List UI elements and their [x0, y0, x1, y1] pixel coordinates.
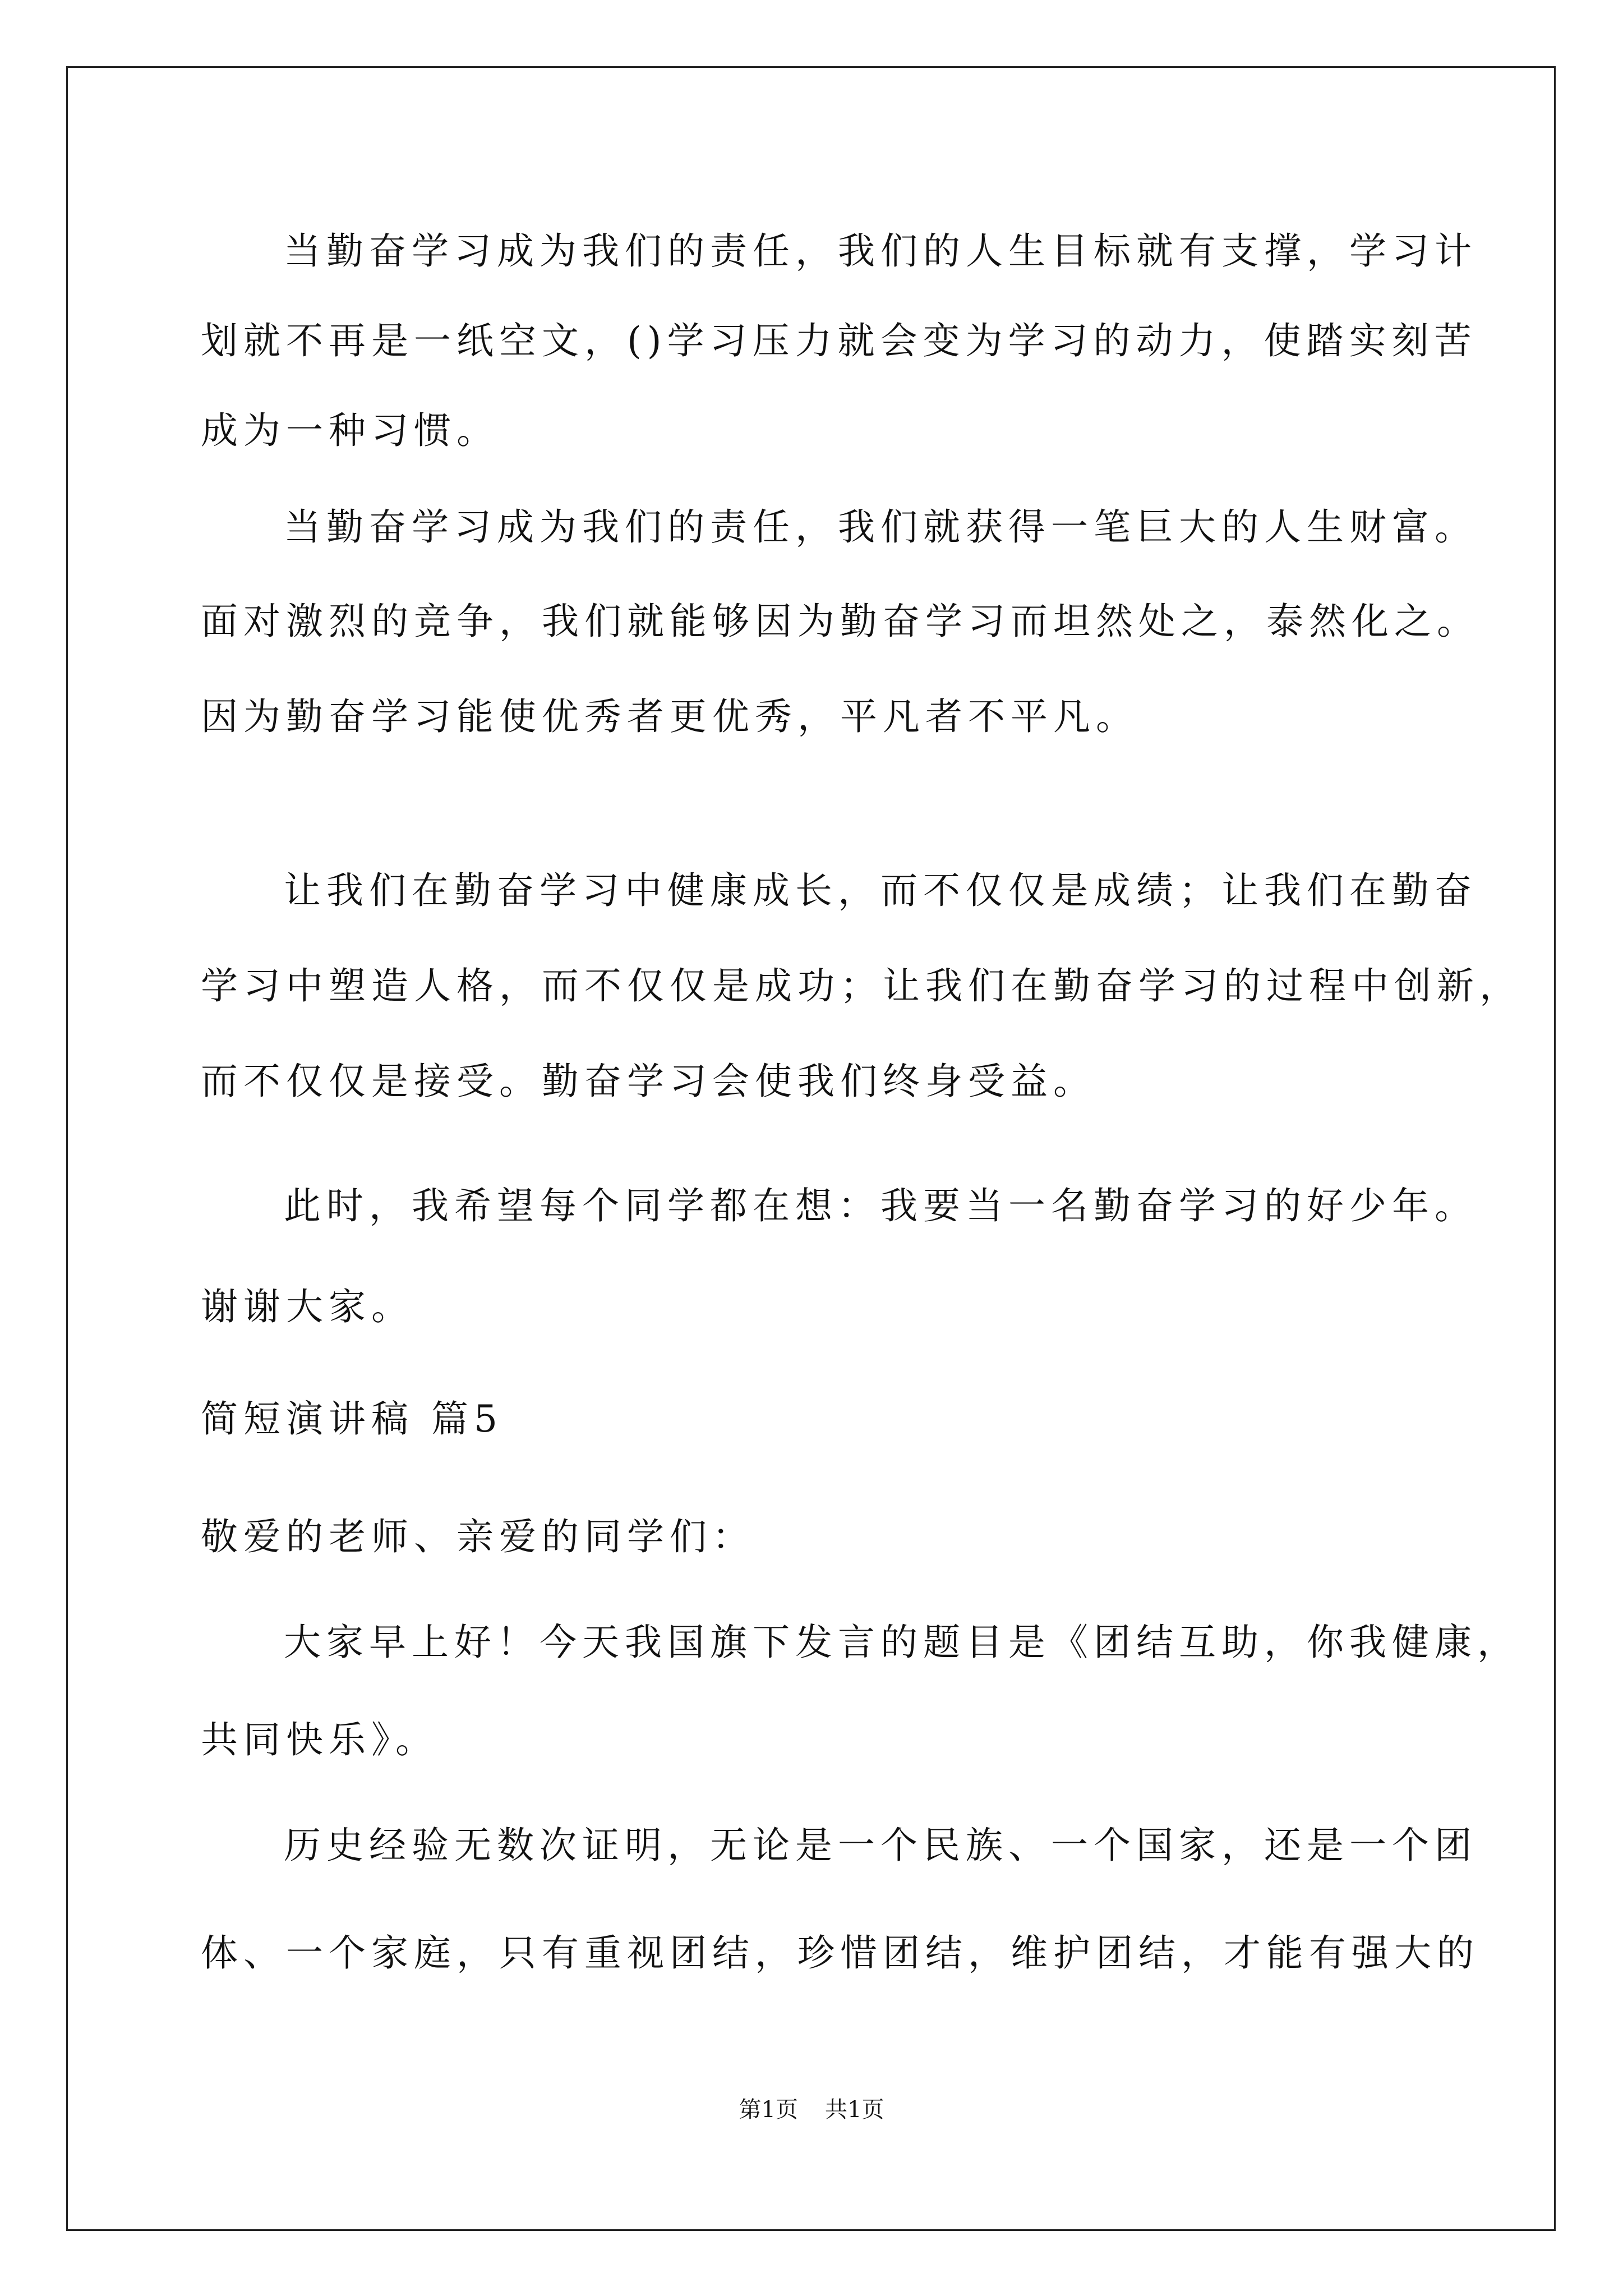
- paragraph-line: 谢谢大家。: [201, 1285, 414, 1328]
- paragraph-line: 大家早上好！今天我国旗下发言的题目是《团结互助，你我健康，: [284, 1621, 1520, 1664]
- paragraph-line: 此时，我希望每个同学都在想：我要当一名勤奋学习的好少年。: [284, 1184, 1477, 1227]
- page-number-total: 共1页: [825, 2097, 884, 2123]
- salutation: 敬爱的老师、亲爱的同学们：: [201, 1515, 755, 1558]
- paragraph-line: 历史经验无数次证明，无论是一个民族、一个国家，还是一个团: [284, 1824, 1477, 1867]
- paragraph-line: 体、一个家庭，只有重视团结，珍惜团结，维护团结，才能有强大的: [201, 1931, 1479, 1975]
- paragraph-line: 当勤奋学习成为我们的责任，我们就获得一笔巨大的人生财富。: [284, 505, 1477, 549]
- page-border: [66, 66, 1556, 2231]
- paragraph-line: 划就不再是一纸空文，()学习压力就会变为学习的动力，使踏实刻苦: [201, 319, 1477, 362]
- paragraph-line: 而不仅仅是接受。勤奋学习会使我们终身受益。: [201, 1060, 1096, 1103]
- paragraph-line: 因为勤奋学习能使优秀者更优秀，平凡者不平凡。: [201, 695, 1138, 738]
- page-footer: [0, 2095, 1623, 2124]
- paragraph-line: 共同快乐》。: [201, 1718, 438, 1761]
- paragraph-line: 学习中塑造人格，而不仅仅是成功；让我们在勤奋学习的过程中创新，: [201, 964, 1522, 1007]
- paragraph-line: 面对激烈的竞争，我们就能够因为勤奋学习而坦然处之，泰然化之。: [201, 600, 1479, 643]
- paragraph-line: 当勤奋学习成为我们的责任，我们的人生目标就有支撑，学习计: [284, 229, 1477, 273]
- paragraph-line: 让我们在勤奋学习中健康成长，而不仅仅是成绩；让我们在勤奋: [284, 869, 1477, 912]
- paragraph-line: 成为一种习惯。: [201, 409, 499, 452]
- page-number-current: 第1页: [739, 2097, 798, 2123]
- section-heading: 简短演讲稿 篇5: [201, 1397, 503, 1441]
